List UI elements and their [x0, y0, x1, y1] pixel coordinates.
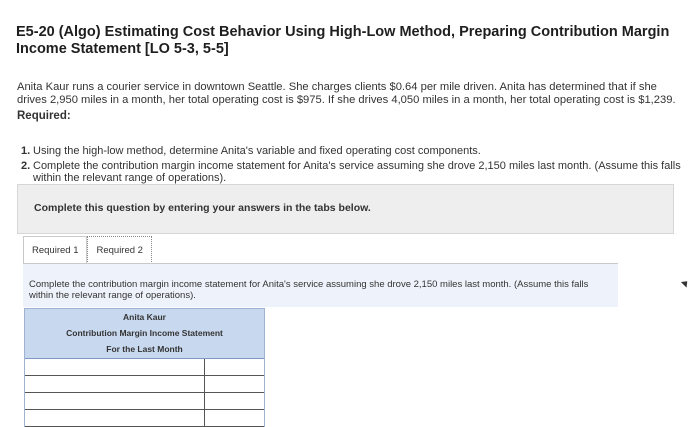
- amount-input[interactable]: [205, 359, 264, 375]
- tab-required-1[interactable]: Required 1: [23, 236, 87, 264]
- tab-content-instruction: Complete the contribution margin income statement for Anita's service assuming she drove 2,150 miles last month. (Assume this falls within the relevant range of operations).: [29, 279, 589, 301]
- requirement-text: Complete the contribution margin income statement for Anita's service assuming she drove 2,150 miles last month. (Assume this falls within the relevant range of operations).: [33, 159, 681, 184]
- requirement-text: Using the high-low method, determine Anita's variable and fixed operating cost components.: [33, 145, 481, 157]
- table-row: [25, 393, 264, 410]
- statement-title: Contribution Margin Income Statement: [66, 328, 223, 338]
- statement-header: [25, 309, 264, 359]
- required-heading: Required:: [17, 110, 71, 122]
- requirement-number: 2.: [21, 159, 31, 172]
- amount-input[interactable]: [205, 393, 264, 409]
- line-item-dropdown[interactable]: [25, 393, 205, 409]
- problem-description: Anita Kaur runs a courier service in downtown Seattle. She charges clients $0.64 per mile driven. Anita has determined that if she drives 2,950 miles in a month, her total operating cost is $975. If she drives 4,050 miles in a month, her total operating cost is $1,239.: [17, 81, 676, 106]
- table-row: [25, 376, 264, 393]
- instruction-text: Complete this question by entering your answers in the tabs below.: [34, 202, 371, 214]
- line-item-dropdown[interactable]: [25, 376, 205, 392]
- instruction-box: [17, 184, 674, 234]
- table-row: [25, 410, 264, 427]
- statement-period: For the Last Month: [106, 344, 183, 354]
- cursor-pointer-icon: [681, 278, 690, 287]
- requirement-item-1: [21, 145, 681, 158]
- requirement-item-2: [21, 160, 681, 185]
- requirements-list: [21, 145, 681, 187]
- page-title: E5-20 (Algo) Estimating Cost Behavior Using High-Low Method, Preparing Contribution Margin Income Statement [LO 5-3, 5-5]: [16, 24, 670, 57]
- amount-input[interactable]: [205, 376, 264, 392]
- requirement-number: 1.: [21, 145, 31, 157]
- amount-input[interactable]: [205, 410, 264, 426]
- line-item-dropdown[interactable]: [25, 359, 205, 375]
- tab-required-2[interactable]: Required 2: [87, 236, 151, 264]
- line-item-dropdown[interactable]: [25, 410, 205, 426]
- table-row: [25, 359, 264, 376]
- tab-content-panel: [23, 263, 618, 307]
- income-statement-table: [24, 308, 265, 427]
- tab-bar: [23, 236, 152, 264]
- statement-company: Anita Kaur: [123, 312, 166, 322]
